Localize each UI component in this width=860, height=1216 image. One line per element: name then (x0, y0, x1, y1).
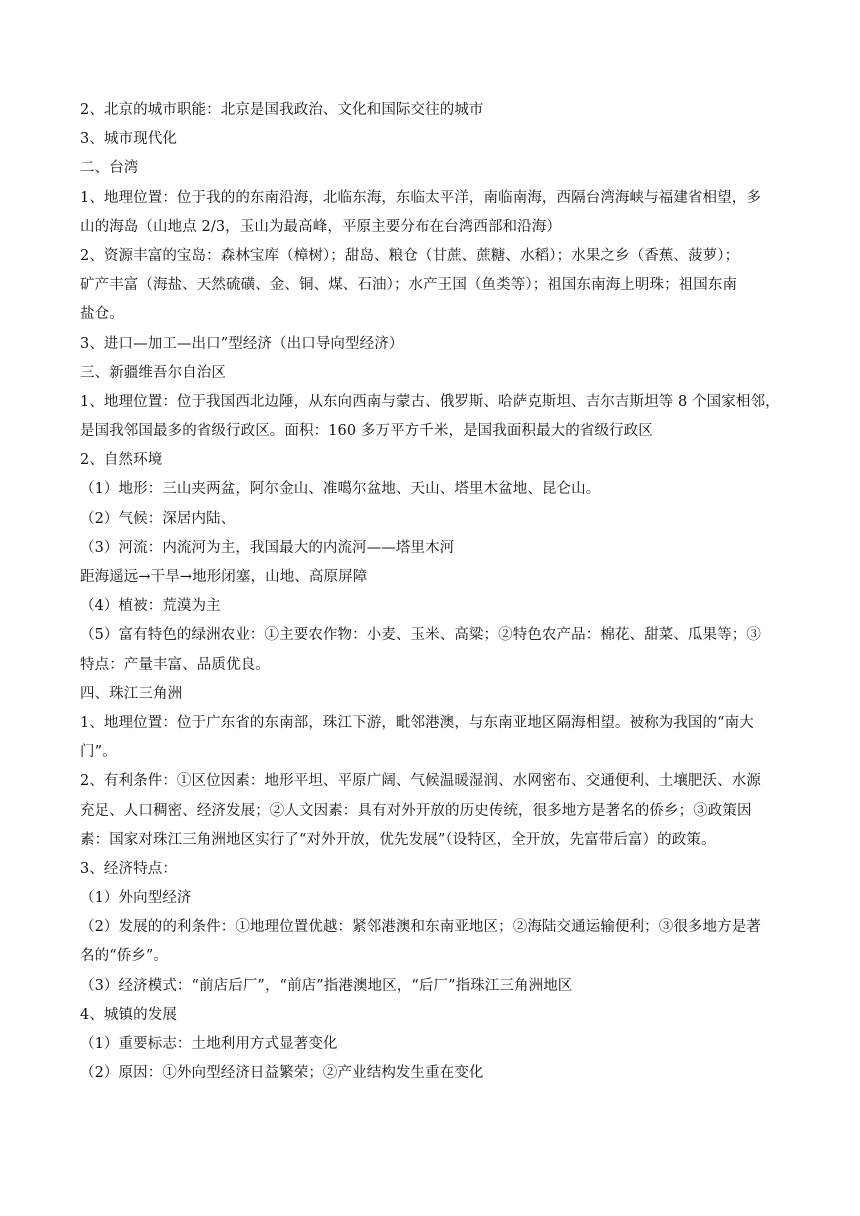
text-line: 2、北京的城市职能：北京是国我政治、文化和国际交往的城市 (80, 102, 484, 118)
text-line: 门”。 (80, 744, 117, 761)
text-line: 盐仓。 (80, 306, 124, 323)
text-line: （3）河流：内流河为主，我国最大的内流河——塔里木河 (80, 539, 455, 556)
text-line: （5）富有特色的绿洲农业：①主要农作物：小麦、玉米、高粱；②特色农产品：棉花、甜菜、瓜果等；③ (80, 627, 761, 644)
text-line: （2）发展的的利条件：①地理位置优越：紧邻港澳和东南亚地区；②海陆交通运输便利；③很多地方是著 (80, 919, 761, 936)
text-line: 距海遥远→干旱→地形闭塞，山地、高原屏障 (80, 569, 368, 585)
section-heading: 三、新疆维吾尔自治区 (80, 364, 226, 381)
text-line: 矿产丰富（海盐、天然硫磺、金、铜、煤、石油）；水产王国（鱼类等）；祖国东南海上明珠；祖国东南 (80, 277, 738, 294)
text-line: 是国我邻国最多的省级行政区。面积：160 多万平方千米，是国我面积最大的省级行政区 (80, 423, 653, 440)
section-heading: 四、珠江三角洲 (80, 685, 183, 702)
text-line: 2、自然环境 (80, 452, 163, 469)
text-line: （2）气候：深居内陆、 (80, 510, 236, 527)
text-line: （4）植被：荒漠为主 (80, 598, 221, 615)
text-line: 1、地理位置：位于我国西北边陲，从东向西南与蒙古、俄罗斯、哈萨克斯坦、吉尔吉斯坦等 8 个国家相邻， (80, 393, 780, 410)
text-line: 山的海岛（山地点 2/3，玉山为最高峰，平原主要分布在台湾西部和沿海） (80, 218, 561, 235)
text-line: 1、地理位置：位于我的的东南沿海，北临东海，东临太平洋，南临南海，西隔台湾海峡与福建省相望，多 (80, 189, 761, 206)
text-line: 特点：产量丰富、品质优良。 (80, 656, 270, 673)
section-heading: 二、台湾 (80, 160, 139, 177)
text-line: 素：国家对珠江三角洲地区实行了“对外开放，优先发展”（设特区，全开放，先富带后富）的政策。 (80, 831, 716, 848)
text-line: 充足、人口稠密、经济发展；②人文因素：具有对外开放的历史传统，很多地方是著名的侨乡；③政策因 (80, 802, 752, 819)
text-line: 名的“侨乡”。 (80, 948, 169, 965)
text-line: （2）原因：①外向型经济日益繁荣；②产业结构发生重在变化 (80, 1065, 484, 1082)
text-body (80, 96, 788, 1088)
text-line: （1）外向型经济 (80, 890, 192, 907)
text-line: （1）地形：三山夹两盆，阿尔金山、准噶尔盆地、天山、塔里木盆地、昆仑山。 (80, 481, 601, 498)
text-line: 4、城镇的发展 (80, 1006, 177, 1023)
text-line: 1、地理位置：位于广东省的东南部，珠江下游，毗邻港澳，与东南亚地区隔海相望。被称为我国的“南大 (80, 714, 754, 731)
text-line: 3、经济特点： (80, 860, 177, 877)
text-line: （3）经济模式：“前店后厂”，“前店”指港澳地区，“后厂”指珠江三角洲地区 (80, 977, 573, 994)
text-line: 2、有利条件：①区位因素：地形平坦、平原广阔、气候温暖湿润、水网密布、交通便利、土壤肥沃、水源 (80, 773, 761, 790)
text-line: （1）重要标志：土地利用方式显著变化 (80, 1036, 338, 1052)
text-line: 3、城市现代化 (80, 131, 177, 148)
text-line: 3、进口—加工—出口”型经济（出口导向型经济） (80, 335, 404, 352)
text-line: 2、资源丰富的宝岛：森林宝库（樟树）；甜岛、粮仓（甘蔗、蔗糖、水稻）；水果之乡（香蕉、菠萝）； (80, 247, 740, 264)
